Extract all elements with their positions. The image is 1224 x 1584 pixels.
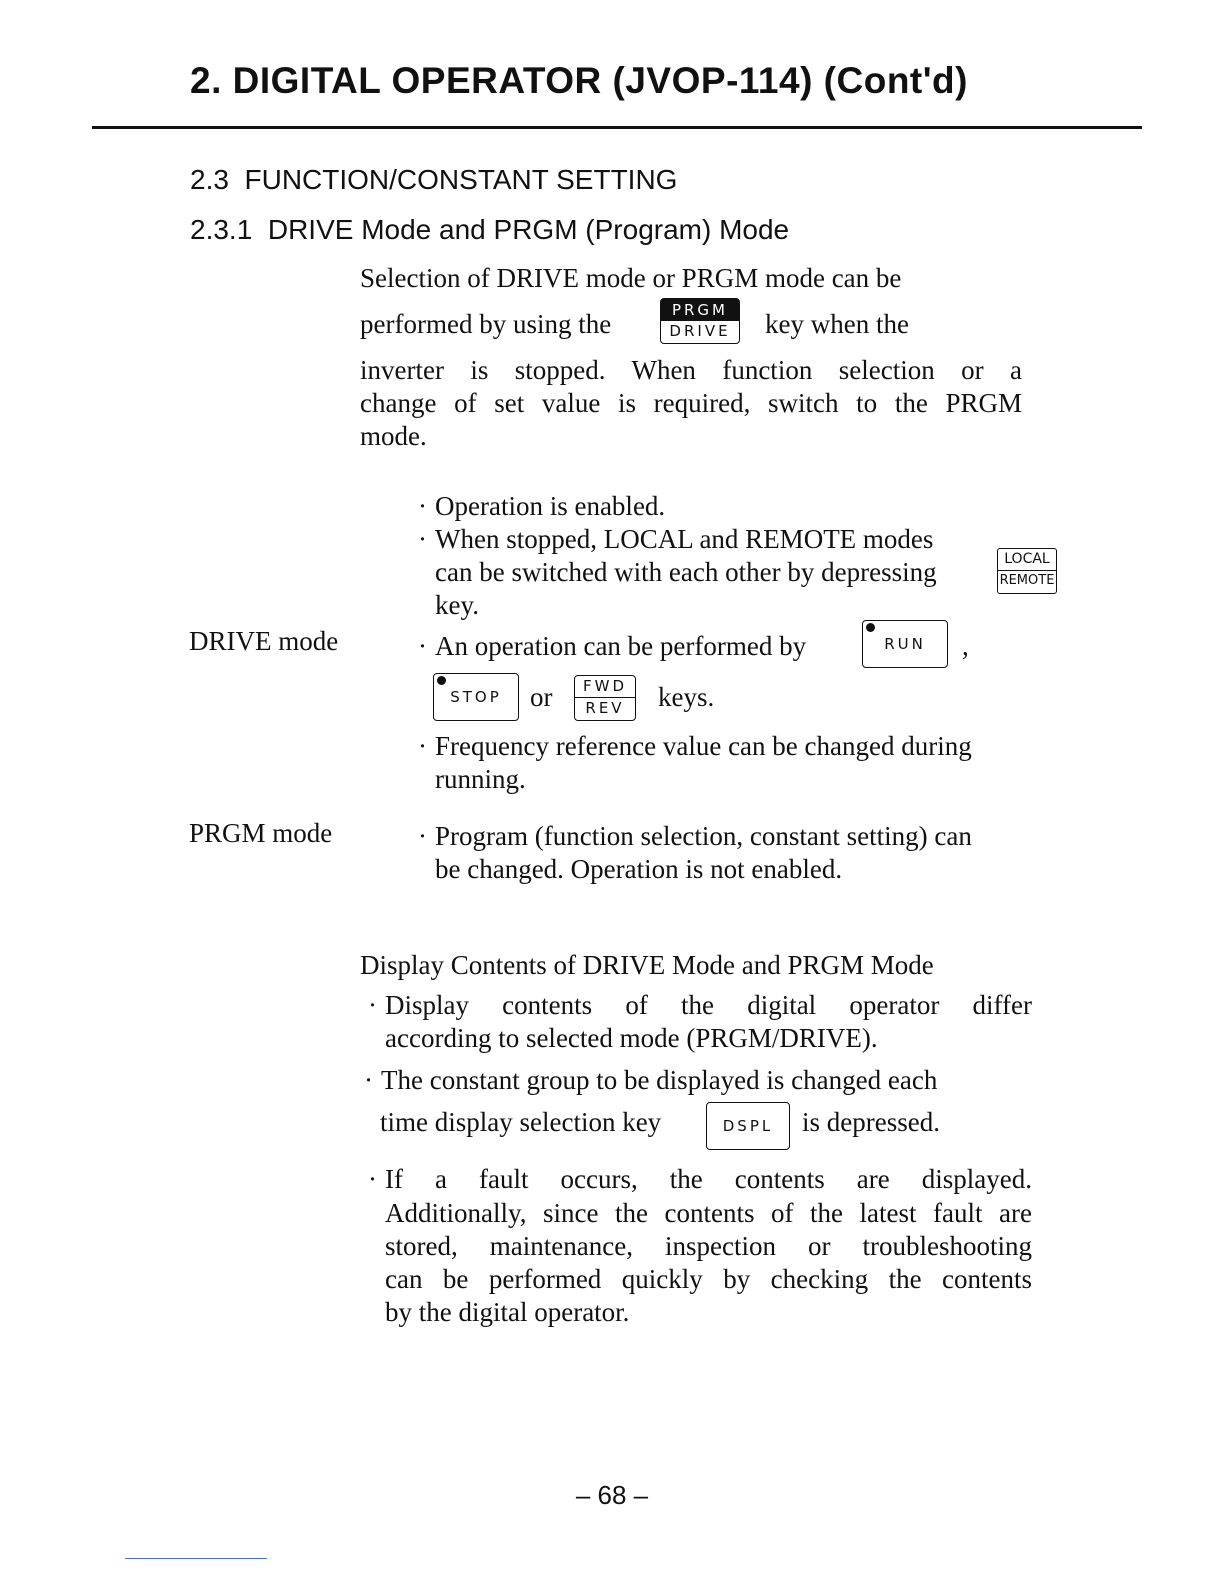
stop-key-label: STOP [450, 688, 502, 706]
display-bullet-2-line-1: The constant group to be displayed is changed each [381, 1065, 938, 1095]
intro-line-2-post: key when the [765, 309, 909, 339]
display-bullet-3 [368, 1163, 1032, 1196]
drive-bullet-3-keys: keys. [658, 682, 715, 712]
intro-line-4: change of set value is required, switch to the PRGM [360, 388, 1022, 418]
run-key [862, 620, 948, 668]
subsection-title: DRIVE Mode and PRGM (Program) Mode [267, 214, 790, 245]
intro-line-3: inverter is stopped. When function selection or a [360, 355, 1022, 385]
prgm-drive-key [660, 298, 740, 344]
bullet-mark: · [418, 524, 427, 554]
drive-bullet-3 [418, 630, 807, 663]
stop-key [433, 673, 519, 721]
display-bullet-3-line-4: can be performed quickly by checking the contents [385, 1264, 1032, 1294]
prgm-bullet-1-line-2: be changed. Operation is not enabled. [435, 854, 843, 884]
bullet-mark: · [418, 631, 427, 661]
drive-bullet-3-or: or [530, 682, 553, 712]
dspl-key [706, 1102, 790, 1150]
dspl-key-label: DSPL [722, 1117, 774, 1135]
intro-line-5: mode. [360, 421, 427, 451]
run-key-label: RUN [884, 635, 926, 653]
display-heading: Display Contents of DRIVE Mode and PRGM Mode [360, 950, 934, 980]
intro-line-2 [360, 308, 611, 341]
intro-line-2-pre: performed by using the [360, 309, 612, 339]
display-bullet-2 [364, 1064, 938, 1097]
drive-bullet-4 [418, 730, 972, 763]
fwd-key-label: FWD [575, 676, 635, 698]
rev-key-label: REV [585, 699, 625, 717]
display-bullet-3-line-5: by the digital operator. [385, 1297, 630, 1327]
fwd-rev-key [574, 675, 636, 721]
drive-mode-label: DRIVE mode [189, 626, 339, 656]
display-bullet-3-line-1: If a fault occurs, the contents are displayed. [385, 1164, 1032, 1194]
drive-bullet-3-comma: , [962, 631, 969, 661]
prgm-bullet-1 [418, 820, 972, 853]
bullet-mark: · [364, 1065, 373, 1095]
drive-bullet-3-line-1: An operation can be performed by [435, 631, 807, 661]
section-heading [190, 164, 677, 196]
local-key-label: LOCAL [998, 549, 1056, 571]
drive-bullet-2 [418, 523, 934, 556]
prgm-bullet-1-line-1: Program (function selection, constant setting) can [435, 821, 972, 851]
stop-indicator-icon [437, 676, 446, 685]
subsection-heading [190, 214, 789, 246]
section-number: 2.3 [190, 164, 229, 195]
drive-bullet-4-line-2: running. [435, 764, 526, 794]
subsection-number: 2.3.1 [190, 214, 253, 245]
prgm-key-label: PRGM [661, 299, 739, 321]
display-bullet-2-line-2-pre: time display selection key [380, 1107, 662, 1137]
section-title: FUNCTION/CONSTANT SETTING [244, 164, 678, 195]
run-indicator-icon [866, 623, 875, 632]
drive-bullet-2-line-1: When stopped, LOCAL and REMOTE modes [435, 524, 934, 554]
page-title: 2. DIGITAL OPERATOR (JVOP-114) (Cont'd) [190, 60, 968, 101]
remote-key-label: REMOTE [999, 573, 1055, 588]
display-bullet-1 [368, 989, 1032, 1022]
display-bullet-2-line-2-post: is depressed. [802, 1107, 940, 1137]
intro-line-1: Selection of DRIVE mode or PRGM mode can be [360, 263, 902, 293]
drive-bullet-2-line-3: key. [435, 590, 479, 620]
display-bullet-3-line-3: stored, maintenance, inspection or troubleshooting [385, 1231, 1032, 1261]
local-remote-key [997, 548, 1057, 594]
page-number: – 68 – [575, 1480, 649, 1510]
drive-bullet-1 [418, 490, 666, 523]
display-bullet-1-line-2: according to selected mode (PRGM/DRIVE). [385, 1023, 878, 1053]
drive-key-label: DRIVE [669, 322, 731, 340]
drive-bullet-4-line-1: Frequency reference value can be changed during [435, 731, 972, 761]
prgm-mode-label: PRGM mode [189, 818, 333, 848]
bullet-mark: · [368, 990, 377, 1020]
footer-divider [125, 1558, 267, 1559]
display-bullet-1-line-1: Display contents of the digital operator differ [385, 990, 1032, 1020]
drive-bullet-1-text: Operation is enabled. [435, 491, 666, 521]
bullet-mark: · [368, 1164, 377, 1194]
drive-bullet-2-line-2: can be switched with each other by depressing [435, 557, 937, 587]
display-bullet-3-line-2: Additionally, since the contents of the latest fault are [385, 1198, 1032, 1228]
bullet-mark: · [418, 731, 427, 761]
header-divider [92, 126, 1142, 129]
bullet-mark: · [418, 821, 427, 851]
bullet-mark: · [418, 491, 427, 521]
